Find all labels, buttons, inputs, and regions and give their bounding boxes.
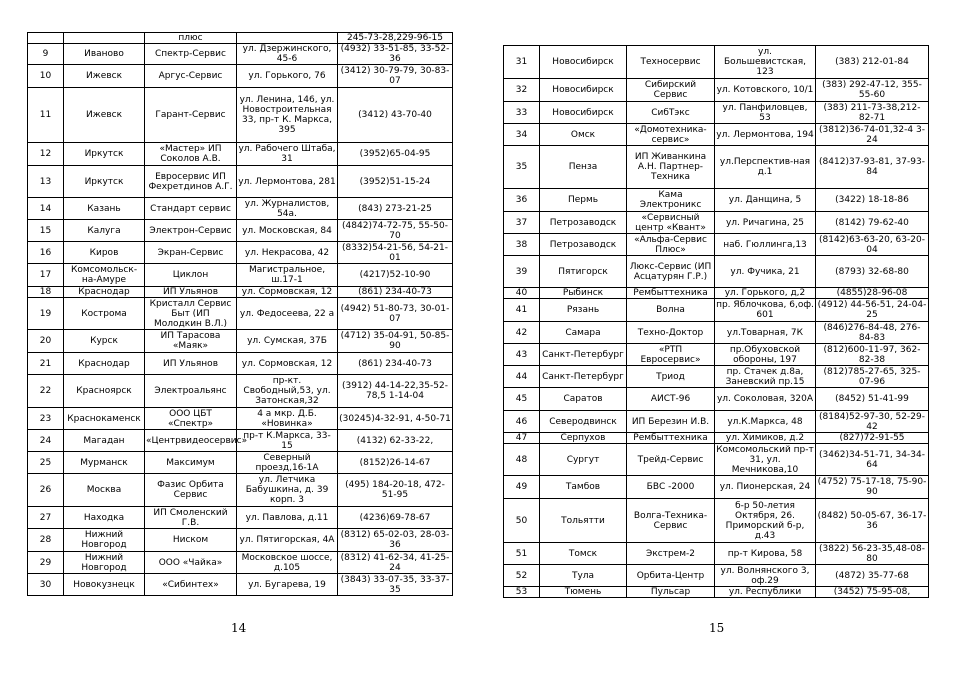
address-cell: Московское шоссе, д.105 bbox=[237, 552, 338, 574]
address-cell: ул. Соколовая, 320А bbox=[715, 388, 816, 411]
row-number-cell: 21 bbox=[28, 353, 64, 375]
city-cell: Новосибирск bbox=[540, 79, 627, 102]
company-cell: ИП Смоленский Г.В. bbox=[145, 507, 237, 529]
phone-cell: (3912) 44-14-22,35-52-78,5 1-14-04 bbox=[338, 375, 453, 408]
city-cell: Северодвинск bbox=[540, 411, 627, 433]
table-row bbox=[504, 124, 929, 146]
table-row bbox=[504, 256, 929, 288]
company-cell: Трейд-Сервис bbox=[627, 444, 715, 476]
city-cell: Краснодар bbox=[64, 353, 145, 375]
company-cell: Кристалл Сервис Быт (ИП Молодкин В.Л.) bbox=[145, 298, 237, 330]
city-cell: Санкт-Петербург bbox=[540, 366, 627, 388]
company-cell: «Альфа-Сервис Плюс» bbox=[627, 234, 715, 256]
city-cell: Серпухов bbox=[540, 433, 627, 444]
phone-cell: (8332)54-21-56, 54-21-01 bbox=[338, 242, 453, 264]
address-cell: Комсомольский пр-т 31, ул. Мечникова,10 bbox=[716, 444, 814, 475]
table-row bbox=[28, 44, 453, 65]
company-cell: «РТП Евросервис» bbox=[627, 344, 715, 366]
row-number-cell: 12 bbox=[28, 143, 64, 166]
city-cell: Петрозаводск bbox=[540, 234, 627, 256]
row-number-cell: 31 bbox=[504, 46, 540, 79]
table-row bbox=[504, 411, 929, 433]
table-row bbox=[504, 344, 929, 366]
company-cell: Фазис Орбита Сервис bbox=[145, 474, 237, 507]
address-cell: пр. Яблочкова, 6,оф. 601 bbox=[716, 300, 814, 320]
table-row bbox=[504, 543, 929, 565]
company-cell: ООО «Чайка» bbox=[145, 552, 237, 574]
row-number-cell: 26 bbox=[28, 474, 64, 507]
table-row bbox=[504, 322, 929, 344]
address-cell: ул. Московская, 84 bbox=[237, 220, 338, 242]
table-row bbox=[504, 565, 929, 587]
phone-cell: (812)785-27-65, 325-07-96 bbox=[816, 366, 929, 388]
company-cell: Спектр-Сервис bbox=[145, 44, 237, 65]
city-cell: Новокузнецк bbox=[64, 574, 145, 596]
address-cell: ул.Товарная, 7К bbox=[715, 322, 816, 344]
table-row bbox=[504, 288, 929, 299]
company-cell: Аргус-Сервис bbox=[145, 65, 237, 88]
table-body-right bbox=[504, 46, 929, 598]
company-cell: «Сервисный центр «Квант» bbox=[627, 212, 715, 234]
company-cell: Экстрем-2 bbox=[627, 543, 715, 565]
address-cell: б-р 50-летия Октября, 26. Приморский б-р, д.43 bbox=[715, 499, 816, 543]
phone-cell: (3412) 43-70-40 bbox=[338, 88, 453, 143]
address-cell: ул.К.Маркса, 48 bbox=[715, 411, 816, 433]
table-row bbox=[28, 529, 453, 552]
company-cell: ИП Тарасова «Маяк» bbox=[145, 330, 237, 353]
phone-cell: (861) 234-40-73 bbox=[338, 353, 453, 375]
address-cell: ул. Бугарева, 19 bbox=[237, 574, 338, 596]
row-number-cell: 43 bbox=[504, 344, 540, 366]
city-cell: Пермь bbox=[540, 189, 627, 212]
table-row bbox=[504, 234, 929, 256]
table-row bbox=[28, 220, 453, 242]
address-cell: ул. Горького, 76 bbox=[237, 65, 338, 88]
table-row bbox=[28, 430, 453, 452]
company-cell: Циклон bbox=[145, 264, 237, 287]
row-number-cell: 44 bbox=[504, 366, 540, 388]
phone-cell: (4855)28-96-08 bbox=[816, 288, 929, 299]
row-number-cell: 47 bbox=[504, 433, 540, 444]
company-cell: «Сибинтех» bbox=[145, 574, 237, 596]
city-cell: Тула bbox=[540, 565, 627, 587]
city-cell: Тюмень bbox=[540, 587, 627, 598]
table-row bbox=[28, 264, 453, 287]
city-cell: Краснодар bbox=[64, 287, 145, 298]
city-cell: Краснокаменск bbox=[64, 408, 145, 430]
company-cell: Гарант-Сервис bbox=[145, 88, 237, 143]
company-cell: Экран-Сервис bbox=[145, 242, 237, 264]
city-cell: Санкт-Петербург bbox=[540, 344, 627, 366]
row-number-cell: 39 bbox=[504, 256, 540, 288]
row-number-cell: 27 bbox=[28, 507, 64, 529]
city-cell: Пятигорск bbox=[540, 256, 627, 288]
row-number-cell: 45 bbox=[504, 388, 540, 411]
phone-cell: (4132) 62-33-22, bbox=[338, 430, 453, 452]
city-cell: Красноярск bbox=[64, 375, 145, 408]
address-cell: ул. Фучика, 21 bbox=[715, 256, 816, 288]
address-cell: ул. Пионерская, 24 bbox=[715, 476, 816, 499]
city-cell: Саратов bbox=[540, 388, 627, 411]
table-row bbox=[504, 388, 929, 411]
address-cell: ул. Республики bbox=[715, 587, 816, 598]
row-number-cell: 42 bbox=[504, 322, 540, 344]
city-cell: Иркутск bbox=[64, 143, 145, 166]
address-cell: ул. Химиков, д.2 bbox=[715, 433, 816, 444]
address-cell: ул. Большевистская, 123 bbox=[715, 46, 816, 79]
phone-cell: (4942) 51-80-73, 30-01-07 bbox=[338, 298, 453, 330]
row-number-cell: 16 bbox=[28, 242, 64, 264]
row-number-cell: 23 bbox=[28, 408, 64, 430]
row-number-cell: 36 bbox=[504, 189, 540, 212]
city-cell: Новосибирск bbox=[540, 46, 627, 79]
table-row bbox=[504, 499, 929, 543]
company-cell: «Центрвидеосервис» bbox=[145, 430, 237, 452]
city-cell: Рыбинск bbox=[540, 288, 627, 299]
company-cell: «Домотехника-сервис» bbox=[627, 124, 715, 146]
city-cell: Рязань bbox=[540, 299, 627, 322]
phone-cell: (3422) 18-18-86 bbox=[816, 189, 929, 212]
table-row bbox=[28, 242, 453, 264]
city-cell: Тольятти bbox=[540, 499, 627, 543]
city-cell: Калуга bbox=[64, 220, 145, 242]
address-cell: наб. Гюллинга,13 bbox=[715, 234, 816, 256]
address-cell: ул. Пятигорская, 4А bbox=[237, 529, 338, 552]
city-cell: Киров bbox=[64, 242, 145, 264]
row-number-cell: 52 bbox=[504, 565, 540, 587]
city-cell: Сургут bbox=[540, 444, 627, 476]
address-cell: ул. Сумская, 37Б bbox=[237, 330, 338, 353]
city-cell: Кострома bbox=[64, 298, 145, 330]
row-number-cell: 46 bbox=[504, 411, 540, 433]
company-cell: Пульсар bbox=[627, 587, 715, 598]
phone-cell: 245-73-28,229-96-15 bbox=[338, 33, 453, 44]
row-number-cell: 14 bbox=[28, 198, 64, 220]
phone-cell: (8312) 41-62-34, 41-25-24 bbox=[338, 552, 453, 574]
page-number-left: 14 bbox=[231, 621, 247, 635]
address-cell: ул. Горького, д,2 bbox=[715, 288, 816, 299]
row-number-cell: 11 bbox=[28, 88, 64, 143]
city-cell: Магадан bbox=[64, 430, 145, 452]
row-number-cell: 20 bbox=[28, 330, 64, 353]
phone-cell: (4842)74-72-75, 55-50-70 bbox=[338, 220, 453, 242]
city-cell: Мурманск bbox=[64, 452, 145, 474]
phone-cell: (861) 234-40-73 bbox=[338, 287, 453, 298]
city-cell: Москва bbox=[64, 474, 145, 507]
row-number-cell: 22 bbox=[28, 375, 64, 408]
row-number-cell: 19 bbox=[28, 298, 64, 330]
phone-cell: (3462)34-51-71, 34-34-64 bbox=[816, 444, 929, 476]
address-cell: пр-т К.Маркса, 33-15 bbox=[237, 430, 338, 452]
row-number-cell: 15 bbox=[28, 220, 64, 242]
phone-cell: (4217)52-10-90 bbox=[338, 264, 453, 287]
address-cell: пр.Обуховской обороны, 197 bbox=[715, 344, 816, 366]
company-cell: СибТэкс bbox=[627, 102, 715, 124]
row-number-cell: 34 bbox=[504, 124, 540, 146]
address-cell: ул. Котовского, 10/1 bbox=[715, 79, 816, 102]
row-number-cell: 25 bbox=[28, 452, 64, 474]
phone-cell: (8412)37-93-81, 37-93-84 bbox=[816, 146, 929, 189]
city-cell: Курск bbox=[64, 330, 145, 353]
address-cell: Магистральное, ш.17-1 bbox=[237, 264, 338, 287]
phone-cell: (30245)4-32-91, 4-50-71 bbox=[338, 408, 453, 430]
address-cell: пр-кт. Свободный,53, ул. Затонская,32 bbox=[237, 375, 338, 408]
phone-cell: (8142)63-63-20, 63-20-04 bbox=[816, 234, 929, 256]
city-cell: Самара bbox=[540, 322, 627, 344]
row-number-cell: 17 bbox=[28, 264, 64, 287]
company-cell: Триод bbox=[627, 366, 715, 388]
row-number-cell: 33 bbox=[504, 102, 540, 124]
row-number-cell: 49 bbox=[504, 476, 540, 499]
city-cell: Петрозаводск bbox=[540, 212, 627, 234]
address-cell: ул.Перспектив-ная д.1 bbox=[715, 146, 816, 189]
company-cell: Рембыттехника bbox=[627, 433, 715, 444]
address-cell bbox=[237, 33, 338, 44]
phone-cell: (3452) 75-95-08, bbox=[816, 587, 929, 598]
company-cell: Электрон-Сервис bbox=[145, 220, 237, 242]
phone-cell: (3843) 33-07-35, 33-37-35 bbox=[338, 574, 453, 596]
phone-cell: (827)72-91-55 bbox=[816, 433, 929, 444]
phone-cell: (8312) 65-02-03, 28-03-36 bbox=[338, 529, 453, 552]
table-row bbox=[504, 189, 929, 212]
company-cell: Волга-Техника-Сервис bbox=[627, 499, 715, 543]
address-cell: ул. Ричагина, 25 bbox=[715, 212, 816, 234]
address-cell: ул. Лермонтова, 281 bbox=[237, 166, 338, 198]
city-cell: Пенза bbox=[540, 146, 627, 189]
table-row bbox=[28, 353, 453, 375]
phone-cell: (4752) 75-17-18, 75-90-90 bbox=[816, 476, 929, 499]
city-cell: Комсомольск-на-Амуре bbox=[64, 264, 145, 287]
company-cell: Орбита-Центр bbox=[627, 565, 715, 587]
row-number-cell: 51 bbox=[504, 543, 540, 565]
table-row bbox=[504, 102, 929, 124]
table-row bbox=[28, 298, 453, 330]
phone-cell: (8142) 79-62-40 bbox=[816, 212, 929, 234]
service-centers-table-right bbox=[503, 45, 929, 598]
phone-cell: (8482) 50-05-67, 36-17-36 bbox=[816, 499, 929, 543]
company-cell: плюс bbox=[145, 33, 237, 44]
city-cell: Иркутск bbox=[64, 166, 145, 198]
table-row bbox=[504, 433, 929, 444]
phone-cell: (4712) 35-04-91, 50-85-90 bbox=[338, 330, 453, 353]
address-cell: ул. Дзержинского, 45-6 bbox=[237, 44, 338, 65]
company-cell: Волна bbox=[627, 299, 715, 322]
table-row bbox=[28, 166, 453, 198]
phone-cell: (843) 273-21-25 bbox=[338, 198, 453, 220]
city-cell: Иваново bbox=[64, 44, 145, 65]
table-row bbox=[28, 198, 453, 220]
company-cell: ИП Ульянов bbox=[145, 287, 237, 298]
address-cell: ул. Рабочего Штаба, 31 bbox=[238, 144, 336, 164]
phone-cell: (3952)51-15-24 bbox=[338, 166, 453, 198]
table-row bbox=[28, 88, 453, 143]
table-row bbox=[504, 299, 929, 322]
row-number-cell: 13 bbox=[28, 166, 64, 198]
table-row bbox=[28, 287, 453, 298]
phone-cell: (4236)69-78-67 bbox=[338, 507, 453, 529]
row-number-cell bbox=[28, 33, 64, 44]
address-cell: ул. Ленина, 146, ул. Новостроительная 33, пр-т К. Маркса, 395 bbox=[237, 88, 338, 143]
phone-cell: (812)600-11-97, 362-82-38 bbox=[816, 344, 929, 366]
phone-cell: (8152)26-14-67 bbox=[338, 452, 453, 474]
address-cell: ул. Данщина, 5 bbox=[715, 189, 816, 212]
row-number-cell: 29 bbox=[28, 552, 64, 574]
row-number-cell: 18 bbox=[28, 287, 64, 298]
row-number-cell: 38 bbox=[504, 234, 540, 256]
address-cell: ул. Некрасова, 42 bbox=[237, 242, 338, 264]
address-cell: пр-т Кирова, 58 bbox=[715, 543, 816, 565]
row-number-cell: 30 bbox=[28, 574, 64, 596]
company-cell: Сибирский Сервис bbox=[627, 79, 715, 102]
address-cell: ул. Сормовская, 12 bbox=[237, 353, 338, 375]
service-centers-table-left bbox=[27, 32, 453, 596]
row-number-cell: 48 bbox=[504, 444, 540, 476]
table-row bbox=[504, 79, 929, 102]
phone-cell: (3952)65-04-95 bbox=[338, 143, 453, 166]
city-cell: Находка bbox=[64, 507, 145, 529]
table-row bbox=[28, 375, 453, 408]
phone-cell: (4932) 33-51-85, 33-52-36 bbox=[338, 44, 453, 65]
phone-cell: (4912) 44-56-51, 24-04-25 bbox=[816, 299, 929, 322]
city-cell: Новосибирск bbox=[540, 102, 627, 124]
address-cell: ул. Волнянского 3, оф.29 bbox=[715, 565, 816, 587]
address-cell: ул. Летчика Бабушкина, д. 39 корп. 3 bbox=[237, 474, 338, 507]
table-row bbox=[28, 507, 453, 529]
company-cell: «Мастер» ИП Соколов А.В. bbox=[145, 143, 237, 166]
city-cell: Омск bbox=[540, 124, 627, 146]
address-cell: ул. Федосеева, 22 а bbox=[237, 298, 338, 330]
phone-cell: (8452) 51-41-99 bbox=[816, 388, 929, 411]
company-cell: Евросервис ИП Фехретдинов А.Г. bbox=[145, 166, 237, 198]
city-cell: Томск bbox=[540, 543, 627, 565]
phone-cell: (383) 212-01-84 bbox=[816, 46, 929, 79]
table-row bbox=[28, 574, 453, 596]
table-row bbox=[28, 452, 453, 474]
table-row bbox=[504, 444, 929, 476]
page-number-right: 15 bbox=[709, 621, 725, 635]
table-row bbox=[28, 330, 453, 353]
row-number-cell: 9 bbox=[28, 44, 64, 65]
company-cell: Максимум bbox=[145, 452, 237, 474]
table-row bbox=[28, 474, 453, 507]
row-number-cell: 50 bbox=[504, 499, 540, 543]
table-row bbox=[504, 587, 929, 598]
table-row bbox=[504, 46, 929, 79]
address-cell: ул. Лермонтова, 194 bbox=[715, 124, 816, 146]
company-cell: ООО ЦБТ «Спектр» bbox=[145, 408, 237, 430]
phone-cell: (8793) 32-68-80 bbox=[816, 256, 929, 288]
phone-cell: (4872) 35-77-68 bbox=[816, 565, 929, 587]
city-cell: Нижний Новгород bbox=[64, 529, 145, 552]
company-cell: Техносервис bbox=[627, 46, 715, 79]
company-cell: Люкс-Сервис (ИП Асцатурян Г.Р.) bbox=[627, 256, 715, 288]
company-cell: Ниском bbox=[145, 529, 237, 552]
row-number-cell: 28 bbox=[28, 529, 64, 552]
company-cell: БВС -2000 bbox=[627, 476, 715, 499]
address-cell: пр. Стачек д.8а, Заневский пр.15 bbox=[715, 366, 816, 388]
phone-cell: (383) 211-73-38,212-82-71 bbox=[816, 102, 929, 124]
table-row bbox=[504, 366, 929, 388]
table-row bbox=[28, 65, 453, 88]
table-row bbox=[504, 476, 929, 499]
table-row bbox=[28, 33, 453, 44]
address-cell: ул. Журналистов, 54а. bbox=[237, 198, 338, 220]
row-number-cell: 10 bbox=[28, 65, 64, 88]
row-number-cell: 40 bbox=[504, 288, 540, 299]
address-cell: ул. Павлова, д.11 bbox=[237, 507, 338, 529]
row-number-cell: 53 bbox=[504, 587, 540, 598]
phone-cell: (495) 184-20-18, 472-51-95 bbox=[338, 474, 453, 507]
phone-cell: (8184)52-97-30, 52-29-42 bbox=[816, 411, 929, 433]
row-number-cell: 41 bbox=[504, 299, 540, 322]
table-row bbox=[28, 408, 453, 430]
table-body-left bbox=[28, 33, 453, 596]
city-cell: Казань bbox=[64, 198, 145, 220]
company-cell: АИСТ-96 bbox=[627, 388, 715, 411]
row-number-cell: 35 bbox=[504, 146, 540, 189]
company-cell: Рембыттехника bbox=[627, 288, 715, 299]
address-cell: 4 а мкр. Д.Б. «Новинка» bbox=[237, 408, 338, 430]
company-cell: ИП Живанкина А.Н. Партнер-Техника bbox=[627, 146, 715, 189]
table-row bbox=[504, 212, 929, 234]
phone-cell: (3412) 30-79-79, 30-83-07 bbox=[338, 65, 453, 88]
table-row bbox=[28, 143, 453, 166]
phone-cell: (3822) 56-23-35,48-08-80 bbox=[816, 543, 929, 565]
company-cell: ИП Ульянов bbox=[145, 353, 237, 375]
company-cell: Кама Электроникс bbox=[627, 189, 715, 212]
company-cell: ИП Березин И.В. bbox=[627, 411, 715, 433]
address-cell: ул. Панфиловцев, 53 bbox=[715, 102, 816, 124]
row-number-cell: 37 bbox=[504, 212, 540, 234]
address-cell: Северный проезд,16-1А bbox=[237, 452, 338, 474]
city-cell bbox=[64, 33, 145, 44]
company-cell: Стандарт сервис bbox=[145, 198, 237, 220]
table-row bbox=[504, 146, 929, 189]
phone-cell: (846)276-84-48, 276-84-83 bbox=[816, 322, 929, 344]
address-cell: ул. Сормовская, 12 bbox=[237, 287, 338, 298]
city-cell: Тамбов bbox=[540, 476, 627, 499]
city-cell: Ижевск bbox=[64, 88, 145, 143]
phone-cell: (3812)36-74-01,32-4 3-24 bbox=[816, 124, 929, 146]
phone-cell: (383) 292-47-12, 355-55-60 bbox=[816, 79, 929, 102]
row-number-cell: 24 bbox=[28, 430, 64, 452]
row-number-cell: 32 bbox=[504, 79, 540, 102]
company-cell: Техно-Доктор bbox=[627, 322, 715, 344]
city-cell: Ижевск bbox=[64, 65, 145, 88]
city-cell: Нижний Новгород bbox=[64, 552, 145, 574]
table-row bbox=[28, 552, 453, 574]
company-cell: Электроальянс bbox=[145, 375, 237, 408]
